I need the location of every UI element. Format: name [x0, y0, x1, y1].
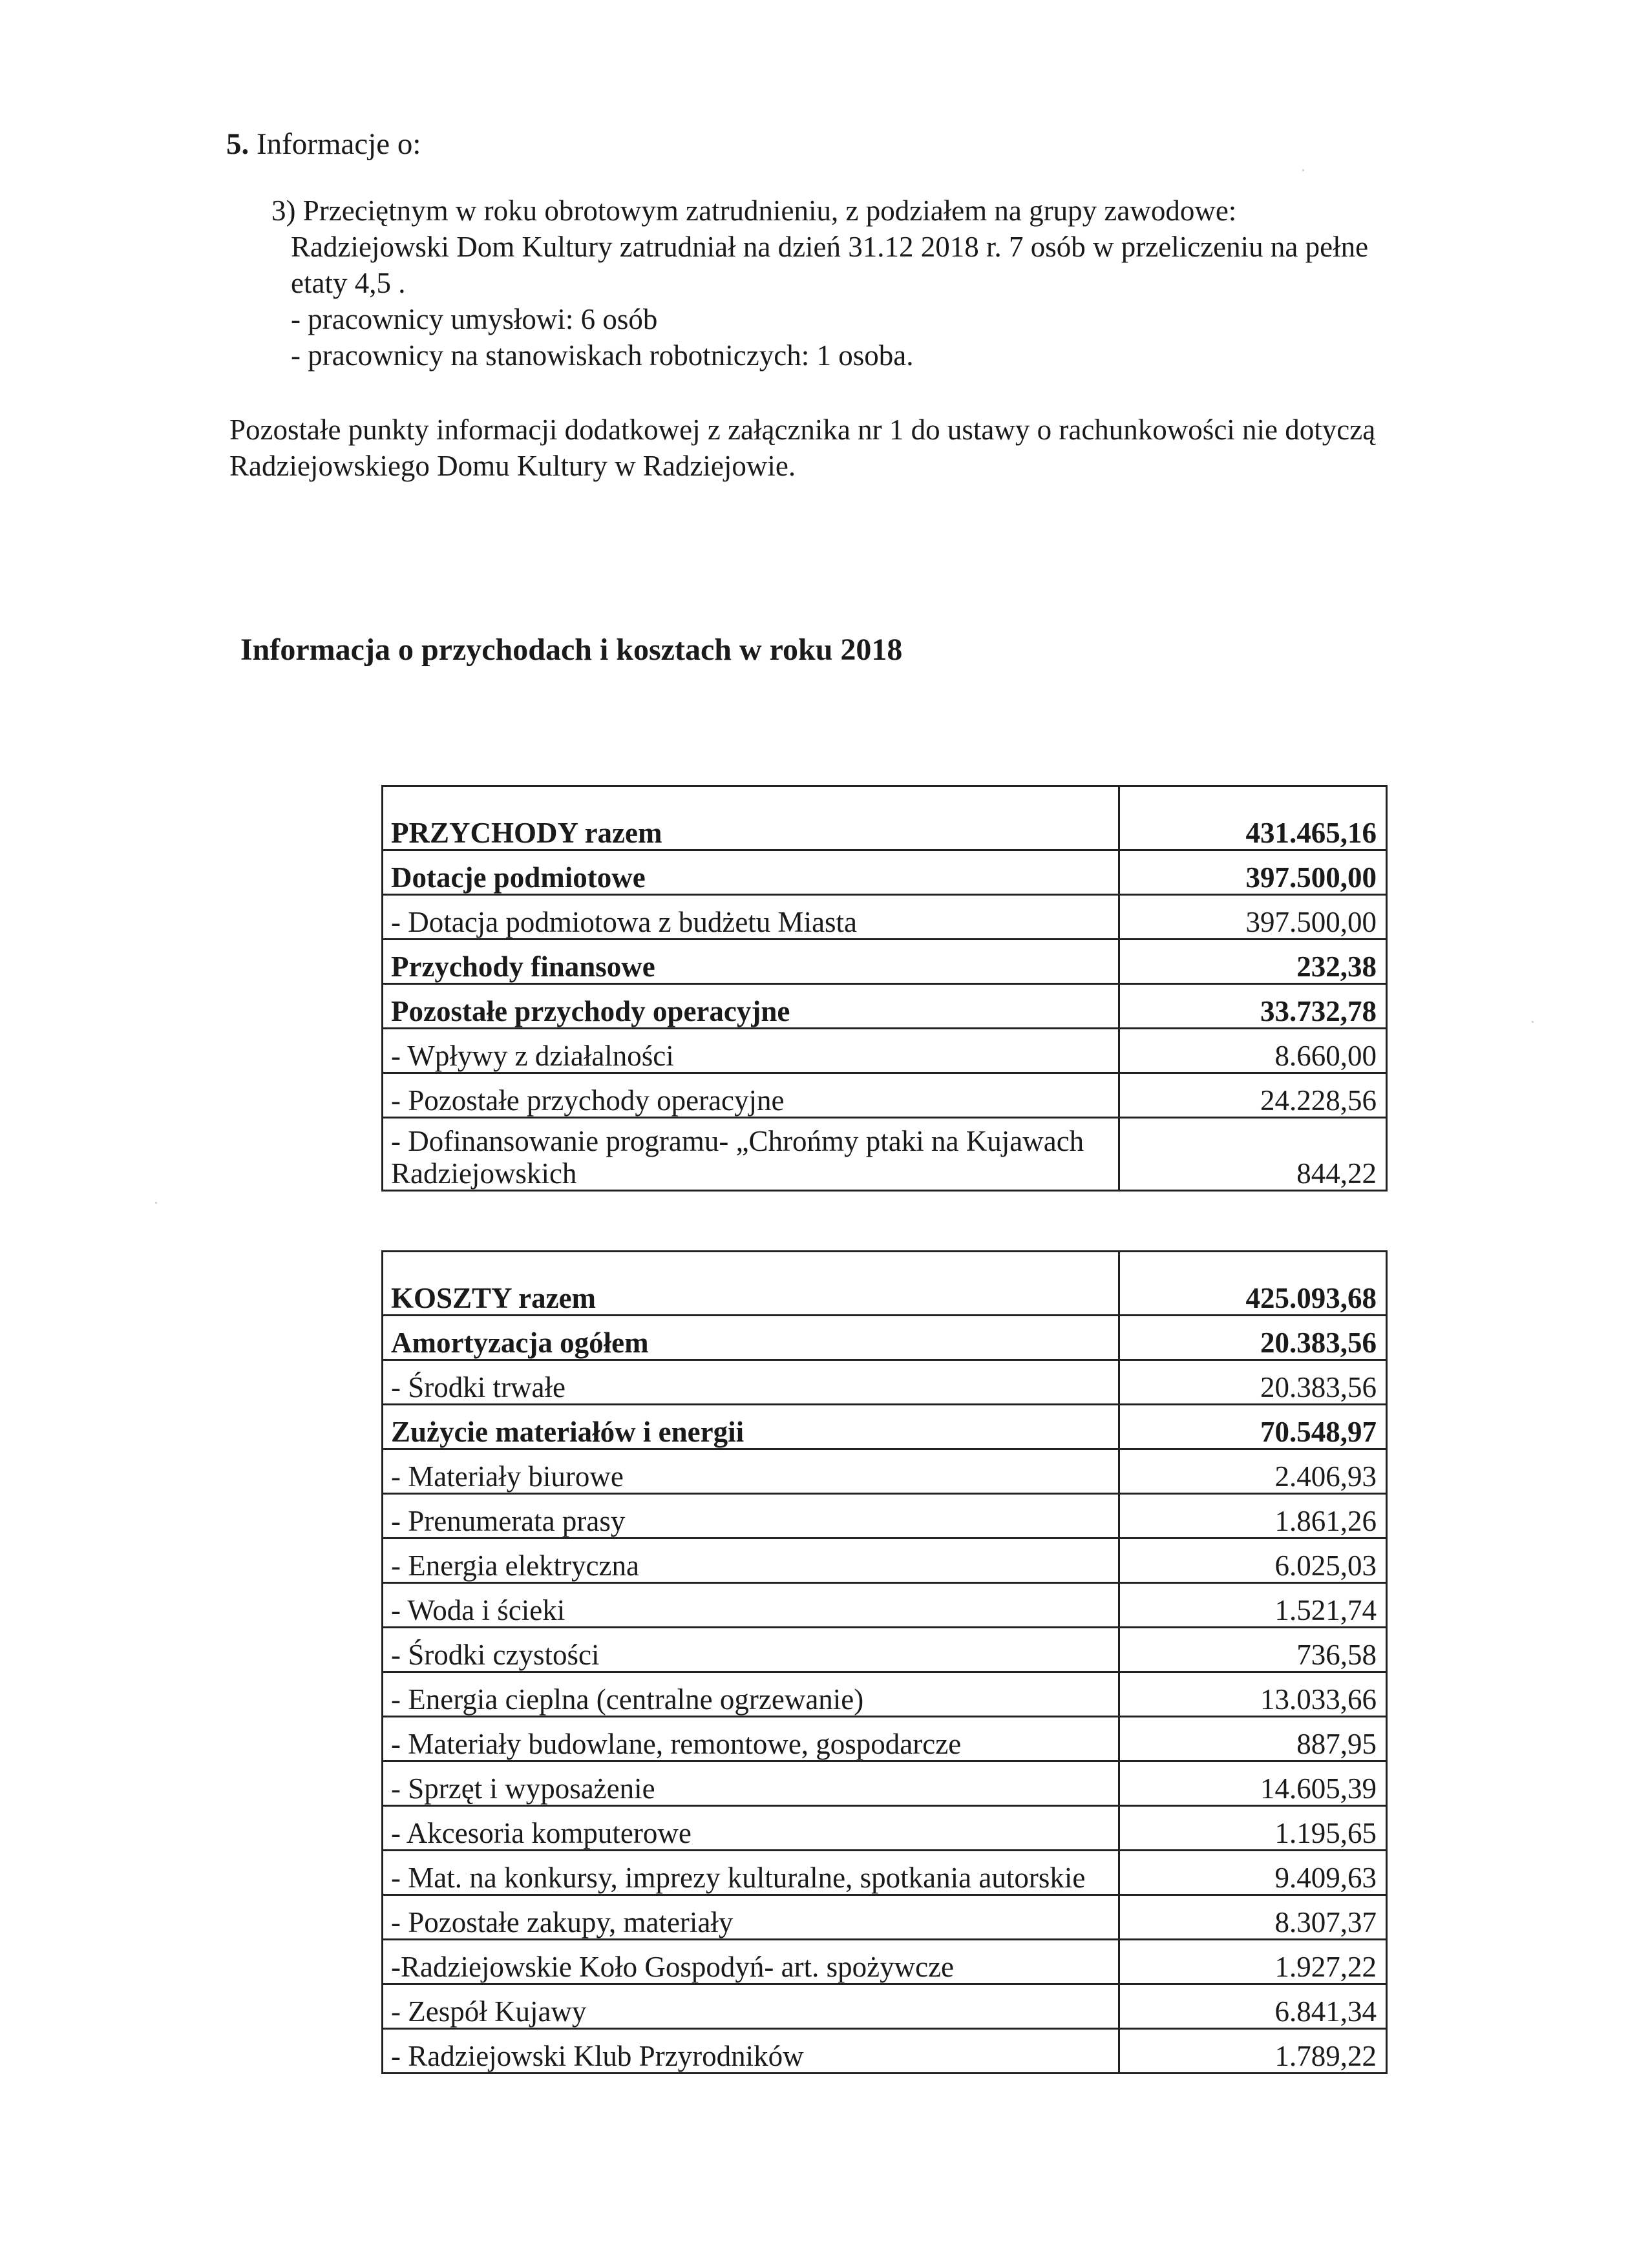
row-label: -Radziejowskie Koło Gospodyń- art. spożywcze	[383, 1940, 1119, 1984]
row-label: - Pozostałe zakupy, materiały	[383, 1895, 1119, 1940]
row-value: 887,95	[1119, 1717, 1387, 1761]
section-number: 5.	[226, 127, 249, 161]
row-value: 736,58	[1119, 1628, 1387, 1672]
row-label: - Dotacja podmiotowa z budżetu Miasta	[383, 895, 1119, 940]
row-value: 13.033,66	[1119, 1672, 1387, 1717]
row-label: - Środki czystości	[383, 1628, 1119, 1672]
employment-line: etaty 4,5 .	[291, 267, 406, 299]
row-value: 33.732,78	[1119, 984, 1387, 1029]
table-row	[383, 1984, 1387, 2029]
row-value: 20.383,56	[1119, 1316, 1387, 1360]
row-label: Zużycie materiałów i energii	[383, 1405, 1119, 1449]
note-line: Radziejowskiego Domu Kultury w Radziejowie.	[229, 450, 796, 482]
row-label: - Akcesoria komputerowe	[383, 1806, 1119, 1851]
row-label: - Energia elektryczna	[383, 1538, 1119, 1583]
table-row	[383, 1118, 1387, 1191]
row-label: Przychody finansowe	[383, 940, 1119, 984]
row-label: - Dofinansowanie programu- „Chrońmy ptaki na Kujawach Radziejowskich	[383, 1118, 1119, 1191]
employment-white-collar: - pracownicy umysłowi: 6 osób	[291, 303, 658, 335]
row-label: PRZYCHODY razem	[383, 786, 1119, 850]
row-value: 6.025,03	[1119, 1538, 1387, 1583]
scan-speck	[1532, 1021, 1534, 1023]
row-value: 8.660,00	[1119, 1029, 1387, 1073]
row-value: 6.841,34	[1119, 1984, 1387, 2029]
section-heading	[226, 126, 421, 162]
row-value: 2.406,93	[1119, 1449, 1387, 1494]
row-value: 397.500,00	[1119, 895, 1387, 940]
row-label: - Wpływy z działalności	[383, 1029, 1119, 1073]
row-value: 24.228,56	[1119, 1073, 1387, 1118]
row-label: KOSZTY razem	[383, 1252, 1119, 1316]
table-row	[383, 984, 1387, 1029]
table-row	[383, 1806, 1387, 1851]
table-row	[383, 1316, 1387, 1360]
row-value: 431.465,16	[1119, 786, 1387, 850]
row-value: 425.093,68	[1119, 1252, 1387, 1316]
row-label: - Energia cieplna (centralne ogrzewanie)	[383, 1672, 1119, 1717]
report-title: Informacja o przychodach i kosztach w roku 2018	[240, 633, 903, 667]
row-value: 14.605,39	[1119, 1761, 1387, 1806]
table-row	[383, 1073, 1387, 1118]
row-label: - Prenumerata prasy	[383, 1494, 1119, 1538]
cost-table	[381, 1250, 1388, 2074]
row-label: - Mat. na konkursy, imprezy kulturalne, spotkania autorskie	[383, 1851, 1119, 1895]
table-row	[383, 1538, 1387, 1583]
table-row	[383, 1940, 1387, 1984]
employment-info	[271, 193, 1368, 373]
row-value: 397.500,00	[1119, 850, 1387, 895]
employment-line: Radziejowski Dom Kultury zatrudniał na dzień 31.12 2018 r. 7 osób w przeliczeniu na pełne	[291, 231, 1369, 263]
row-label: - Woda i ścieki	[383, 1583, 1119, 1628]
row-label: - Radziejowski Klub Przyrodników	[383, 2029, 1119, 2074]
row-value: 232,38	[1119, 940, 1387, 984]
row-value: 1.927,22	[1119, 1940, 1387, 1984]
table-row	[383, 1494, 1387, 1538]
row-label: Dotacje podmiotowe	[383, 850, 1119, 895]
table-row	[383, 1252, 1387, 1316]
employment-heading: 3) Przeciętnym w roku obrotowym zatrudnieniu, z podziałem na grupy zawodowe:	[271, 194, 1237, 227]
row-label: - Pozostałe przychody operacyjne	[383, 1073, 1119, 1118]
employment-blue-collar: - pracownicy na stanowiskach robotniczych: 1 osoba.	[291, 339, 914, 372]
row-value: 20.383,56	[1119, 1360, 1387, 1405]
row-value: 844,22	[1119, 1118, 1387, 1191]
row-label: - Materiały biurowe	[383, 1449, 1119, 1494]
additional-info-note	[229, 412, 1375, 484]
row-value: 70.548,97	[1119, 1405, 1387, 1449]
revenue-table	[381, 785, 1388, 1192]
table-row	[383, 1628, 1387, 1672]
row-value: 9.409,63	[1119, 1851, 1387, 1895]
table-row	[383, 1717, 1387, 1761]
table-row	[383, 895, 1387, 940]
table-row	[383, 940, 1387, 984]
table-row	[383, 1583, 1387, 1628]
section-title: Informacje o:	[257, 127, 421, 161]
table-row	[383, 1360, 1387, 1405]
row-value: 1.195,65	[1119, 1806, 1387, 1851]
row-value: 1.861,26	[1119, 1494, 1387, 1538]
row-value: 1.789,22	[1119, 2029, 1387, 2074]
table-row	[383, 1405, 1387, 1449]
table-row	[383, 1851, 1387, 1895]
table-row	[383, 786, 1387, 850]
row-value: 8.307,37	[1119, 1895, 1387, 1940]
table-row	[383, 1895, 1387, 1940]
row-label: Amortyzacja ogółem	[383, 1316, 1119, 1360]
note-line: Pozostałe punkty informacji dodatkowej z załącznika nr 1 do ustawy o rachunkowości nie dotyczą	[229, 414, 1376, 446]
row-label: - Sprzęt i wyposażenie	[383, 1761, 1119, 1806]
table-row	[383, 850, 1387, 895]
table-row	[383, 2029, 1387, 2074]
row-label: - Materiały budowlane, remontowe, gospodarcze	[383, 1717, 1119, 1761]
table-row	[383, 1672, 1387, 1717]
table-row	[383, 1029, 1387, 1073]
row-label: - Zespół Kujawy	[383, 1984, 1119, 2029]
scan-speck	[1302, 169, 1304, 171]
row-value: 1.521,74	[1119, 1583, 1387, 1628]
scan-speck	[155, 1202, 157, 1204]
row-label: - Środki trwałe	[383, 1360, 1119, 1405]
row-label: Pozostałe przychody operacyjne	[383, 984, 1119, 1029]
table-row	[383, 1449, 1387, 1494]
table-row	[383, 1761, 1387, 1806]
